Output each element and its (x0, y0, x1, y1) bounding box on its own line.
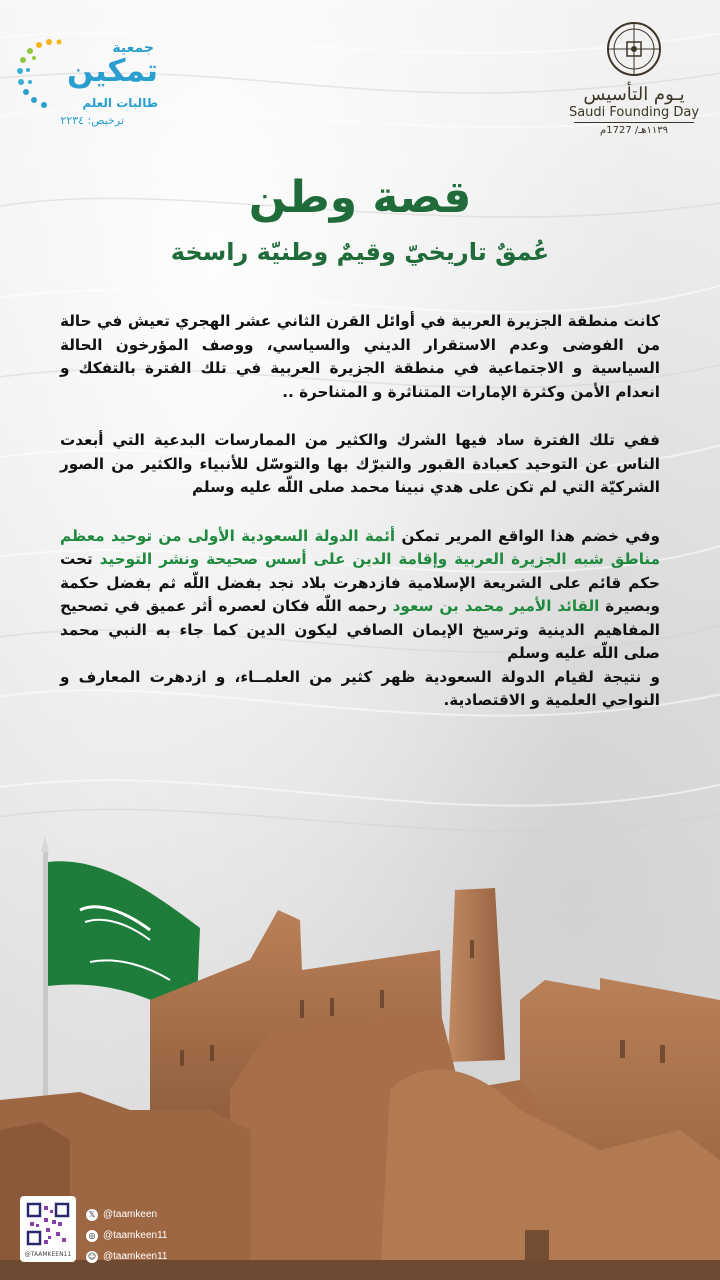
paragraph-state (60, 525, 660, 666)
page-subtitle: عُمقٌ تاريخيّ وقيمٌ وطنيّة راسخة (170, 238, 550, 266)
qr-caption: @TAAMKEEN11 (24, 1251, 72, 1258)
taamkeen-logo (14, 34, 164, 134)
social-snapchat-handle: @taamkeen11 (103, 1251, 168, 1262)
founding-day-years: ١١٣٩هـ/ 1727م (600, 125, 668, 136)
logo-association-label: جمعية (112, 40, 154, 56)
social-links (86, 1204, 206, 1267)
highlight-imams: أئمة الدولة السعودية الأولى من توحيد معظم مناطق شبه الجزيرة العربية وإقامة الدين على أسس صحيحة ونشر التوحيد (60, 526, 661, 568)
logo-license: ترخيص: ٢٢٣٤ (60, 114, 124, 127)
qr-code-card[interactable] (20, 1196, 76, 1262)
paragraph-chaos: كانت منطقة الجزيرة العربية في أوائل القرن الثاني عشر الهجري تعيش في حالة من الفوضى وعدم الاستقرار الديني والسياسي، ووصف المؤرخون الحالة السياسية و الاجتماعية في منطقة الجزيرة العربية في تلك الفترة بالتفكك و انعدام الأمن وكثرة الإمارات المتناثرة و المتناحرة .. (60, 312, 660, 401)
snapchat-icon: ☺ (87, 1252, 97, 1261)
social-instagram-link[interactable] (86, 1225, 206, 1246)
paragraph-shirk: ففي تلك الفترة ساد فيها الشرك والكثير من الممارسات البدعية التي أبعدت الناس عن التوحيد كعبادة القبور والتبرّك بها والتوسّل للأنبياء والكثير من الصور الشركيّة التي لم تكن على هدي نبينا محمد صلى اللّه عليه وسلم (60, 431, 660, 496)
qr-code-icon (20, 1196, 76, 1252)
paragraph-state-text-2: تحت حكم قائم على الشريعة الإسلامية فازدهرت بلاد نجد بفضل اللّه ثم بفضل حكمة وبصيرة (60, 550, 660, 615)
story-body (60, 310, 660, 713)
logo-tagline: طالبات العلم (82, 96, 158, 110)
social-instagram-handle: @taamkeen11 (103, 1230, 168, 1241)
mud-tower (448, 888, 505, 1062)
founding-day-logo (560, 20, 708, 140)
paragraph-state-text-3: رحمه اللّه فكان لعصره أثر عميق في تصحيح المفاهيم الدينية وترسيخ الإيمان الصافي ليكون الدين كما جاء به النبي محمد صلى اللّه عليه وسلم (60, 597, 660, 662)
x-icon: 𝕏 (86, 1209, 98, 1221)
logo-name: تمكين (66, 53, 158, 89)
social-x-link[interactable] (86, 1204, 206, 1225)
logo-divider (574, 122, 694, 123)
highlight-prince: القائد الأمير محمد بن سعود (392, 597, 600, 615)
paragraph-result: و نتيجة لقيام الدولة السعودية ظهر كثير من العلمــاء، و ازدهرت المعارف و النواحي العلمية و الاقتصادية. (60, 667, 660, 709)
social-x-handle: @taamkeen (103, 1209, 158, 1220)
paragraph-state-text-1: وفي خضم هذا الواقع المرير تمكن (395, 526, 660, 545)
social-snapchat-link[interactable] (86, 1246, 206, 1267)
page-title: قصة وطن (248, 172, 472, 223)
founding-emblem-icon (605, 20, 663, 78)
founding-day-arabic: يـوم التأسيس (583, 84, 685, 105)
founding-day-english: Saudi Founding Day (568, 105, 700, 120)
instagram-icon: ◎ (86, 1230, 98, 1242)
